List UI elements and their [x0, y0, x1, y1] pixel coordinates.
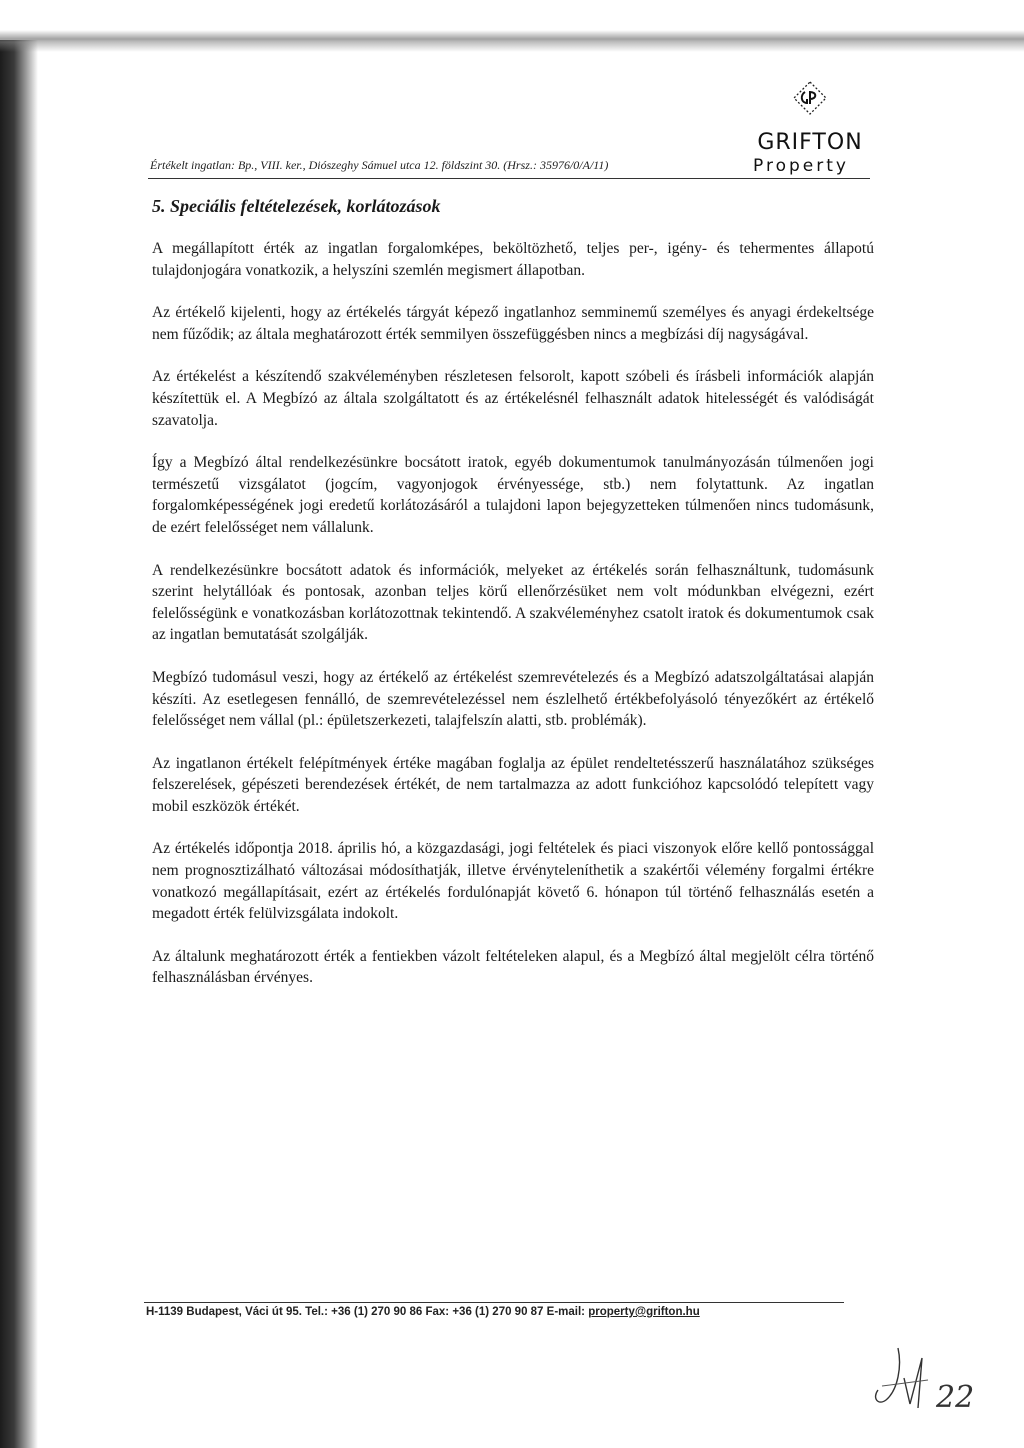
footer-email-link[interactable]: property@grifton.hu	[588, 1306, 700, 1318]
paragraph: Az általunk meghatározott érték a fentiekben vázolt feltételeken alapul, és a Megbízó által megjelölt célra történő felhasználásban érvényes.	[152, 947, 874, 987]
grifton-diamond-icon	[792, 80, 828, 116]
footer-fax-label: Fax:	[425, 1306, 450, 1318]
footer-tel: +36 (1) 270 90 86	[331, 1306, 423, 1318]
footer-email-label: E-mail:	[546, 1306, 586, 1318]
paragraph: Az ingatlanon értékelt felépítmények értéke magában foglalja az épület rendeltetésszerű használatához szükséges felszerelések, gépészeti berendezések értékét, de nem tartalmazza az adott funkcióhoz kapcsolódó telepített vagy mobil eszközök értékét.	[152, 754, 874, 815]
document-body	[152, 192, 874, 1010]
footer-tel-label: Tel.:	[305, 1306, 328, 1318]
paragraph: Az értékelés időpontja 2018. április hó, a közgazdasági, jogi feltételek és piaci viszonyok előre kellő pontossággal nem prognosztizálható változásai módosíthatják, illetve érvényteleníthetik a szakértői vélemény forgalmi értékre vonatkozó megállapításait, ezért az értékelés fordulónapját követő 6. hónapon túl történő felhasználás esetén a megadott érték felülvizsgálata indokolt.	[152, 840, 874, 923]
footer-contact	[146, 1306, 846, 1318]
section-title: 5. Speciális feltételezések, korlátozások	[152, 196, 441, 216]
scan-shadow-left	[0, 40, 38, 1448]
paragraph: Így a Megbízó által rendelkezésünkre bocsátott iratok, egyéb dokumentumok tanulmányozásán túlmenően jogi természetű vizsgálatot (jogcím, vagyonjogok érvényessége, stb.) nem folytattunk. Az ingatlan forgalomképességének jogi eredetű korlátozásáról a tulajdoni lapon bejegyzetteken túlmenően nincs tudomásunk, de ezért felelősséget nem vállalunk.	[152, 454, 874, 536]
signature	[868, 1338, 938, 1418]
page-number: 22	[936, 1380, 975, 1415]
logo-subtitle: Property	[753, 156, 849, 176]
company-logo	[735, 80, 885, 176]
header-divider	[148, 178, 870, 179]
paragraph: A megállapított érték az ingatlan forgalomképes, beköltözhető, teljes per-, igény- és tehermentes állapotú tulajdonjogára vonatkozik, a helyszíni szemlén megismert állapotban.	[152, 240, 874, 279]
property-reference: Értékelt ingatlan: Bp., VIII. ker., Diószeghy Sámuel utca 12. földszint 30. (Hrsz.: 35976/0/A/11)	[150, 158, 609, 172]
paragraph: Az értékelő kijelenti, hogy az értékelés tárgyát képező ingatlanhoz semminemű személyes és anyagi érdekeltsége nem fűződik; az általa meghatározott érték semmilyen összefüggésben nincs a megbízási díj nagyságával.	[152, 304, 874, 343]
footer-fax: +36 (1) 270 90 87	[452, 1306, 544, 1318]
paragraph: Megbízó tudomásul veszi, hogy az értékelő az értékelést szemrevételezés és a Megbízó adatszolgáltatásai alapján készíti. Az esetlegesen fennálló, de szemrevételezéssel nem észlelhető értékbefolyásoló tényezőkért az értékelő felelősséget nem vállal (pl.: épületszerkezeti, talajfelszín alatti, stb. problémák).	[152, 668, 874, 730]
logo-name: GRIFTON	[757, 130, 863, 155]
footer-divider	[144, 1302, 844, 1303]
footer-address: H-1139 Budapest, Váci út 95.	[146, 1306, 302, 1318]
paragraph: Az értékelést a készítendő szakvéleményben részletesen felsorolt, kapott szóbeli és írásbeli információk alapján készítettük el. A Megbízó az általa szolgáltatott és az értékelésnél felhasznált adatok hitelességét és valódiságát szavatolja.	[152, 368, 874, 429]
scan-shadow-top	[0, 30, 1024, 52]
paragraph: A rendelkezésünkre bocsátott adatok és információk, melyeket az értékelés során felhasználtunk, tudomásunk szerint helytállóak és pontosak, azonban teljes körű ellenőrzésüket nem volt módunkban elvégezni, ezért felelősségünk e vonatkozásban korlátozottnak tekintendő. A szakvéleményhez csatolt iratok és dokumentumok csak az ingatlan bemutatását szolgálják.	[152, 561, 874, 644]
